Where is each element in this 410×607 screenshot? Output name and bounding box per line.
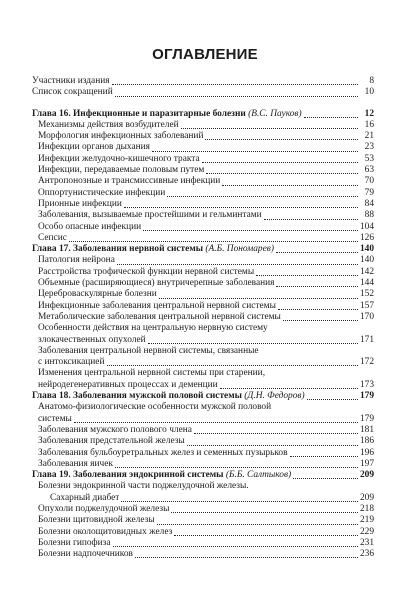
dot-leader — [187, 443, 358, 446]
section-entry[interactable] — [32, 549, 374, 560]
page-number: 10 — [364, 87, 374, 98]
entry-label: Антропонозные и трансмиссивные инфекции — [38, 176, 221, 187]
dot-leader — [220, 386, 358, 389]
section-entry[interactable] — [32, 346, 374, 357]
entry-label: Заболевания мужского полового члена — [38, 424, 192, 435]
dot-leader — [115, 94, 358, 97]
page-number: 218 — [359, 503, 374, 514]
page-number: 21 — [364, 131, 374, 142]
section-entry[interactable] — [32, 142, 374, 153]
entry-label: Инфекции органов дыхания — [38, 142, 150, 153]
entry-label: Опухоли поджелудочной железы — [38, 503, 170, 514]
dot-leader — [264, 217, 358, 220]
toc-entry-front[interactable] — [32, 76, 374, 87]
dot-leader — [107, 363, 358, 366]
section-entry[interactable] — [32, 165, 374, 176]
page-number: 229 — [359, 526, 374, 537]
section-entry[interactable] — [32, 459, 374, 470]
page-number: 231 — [359, 537, 374, 548]
dot-leader — [205, 137, 358, 140]
page-number: 104 — [359, 221, 374, 232]
page-number: 172 — [359, 357, 374, 368]
section-entry[interactable] — [32, 323, 374, 334]
page-number: 219 — [359, 515, 374, 526]
chapter-author: (А.Б. Пономарев) — [205, 244, 274, 255]
page-number: 171 — [359, 334, 374, 345]
dot-leader — [171, 510, 358, 513]
page-number: 142 — [359, 266, 374, 277]
dot-leader — [222, 183, 358, 186]
page-number: 179 — [359, 413, 374, 424]
entry-label: Болезни околощитовидных желез — [38, 526, 173, 537]
page-number: 157 — [359, 300, 374, 311]
entry-label: Заболевания центральной нервной системы, связанные — [38, 345, 259, 356]
dot-leader — [307, 397, 358, 400]
table-of-contents — [32, 76, 374, 560]
entry-label: Изменения центральной нервной системы при старении, — [38, 368, 266, 379]
page-number: 196 — [359, 447, 374, 458]
page-title: ОГЛАВЛЕНИЕ — [152, 46, 258, 63]
page-number: 126 — [359, 232, 374, 243]
section-entry[interactable] — [32, 448, 374, 459]
dot-leader — [117, 262, 358, 265]
page-number: 209 — [359, 492, 374, 503]
entry-label: Глава 18. Заболевания мужской половой системы (Д.Н. Федоров) — [32, 391, 305, 402]
page-number: 170 — [359, 311, 374, 322]
chapter-gap — [32, 99, 374, 109]
dot-leader — [115, 465, 358, 468]
page-number: 12 — [364, 108, 374, 119]
section-entry[interactable] — [32, 425, 374, 436]
entry-label: Заболевания бульбоуретральных желез и семенных пузырьков — [38, 447, 288, 458]
section-group-heading — [32, 481, 374, 492]
section-entry[interactable] — [32, 402, 374, 413]
entry-label: Патология нейрона — [38, 255, 115, 266]
entry-label: Заболевания яичек — [38, 458, 113, 469]
entry-label: Метаболические заболевания центральной нервной системы — [38, 311, 281, 322]
dot-leader — [124, 205, 358, 208]
section-entry[interactable] — [32, 199, 374, 210]
entry-label: Глава 19. Заболевания эндокринной системы (Б.Б. Салтыков) — [32, 470, 292, 481]
entry-label: Объемные (расширяющиеся) внутричерепные заболевания — [38, 278, 275, 289]
entry-label: Морфология инфекционных заболеваний — [38, 131, 204, 142]
page-number: 8 — [369, 76, 374, 86]
page-number: 209 — [359, 470, 374, 481]
section-entry[interactable] — [32, 289, 374, 300]
dot-leader — [157, 522, 358, 525]
entry-label: Болезни эндокринной части поджелудочной железы. — [38, 481, 249, 492]
entry-label: Инфекции, передаваемые половым путем — [38, 165, 205, 176]
entry-label: Болезни щитовидной железы — [38, 515, 155, 526]
dot-leader — [304, 115, 358, 118]
page-number: 84 — [364, 198, 374, 209]
dot-leader — [278, 307, 358, 310]
section-entry[interactable] — [32, 120, 374, 131]
page-number: 197 — [359, 458, 374, 469]
dot-leader — [74, 420, 358, 423]
dot-leader — [159, 296, 358, 299]
chapter-heading[interactable] — [32, 109, 374, 120]
page-number: 16 — [364, 119, 374, 130]
section-entry[interactable] — [32, 504, 374, 515]
entry-label: злокачественных опухолей — [38, 334, 146, 345]
entry-label: Прионные инфекции — [38, 198, 122, 209]
entry-label: Болезни гипофиза — [38, 537, 111, 548]
dot-leader — [167, 194, 358, 197]
section-entry[interactable] — [32, 527, 374, 538]
page-number: 23 — [364, 142, 374, 153]
section-entry-continuation[interactable] — [32, 380, 374, 391]
section-entry[interactable] — [32, 233, 374, 244]
entry-label: Заболевания предстательной железы — [38, 436, 185, 447]
section-entry[interactable] — [32, 131, 374, 142]
chapter-heading[interactable] — [32, 470, 374, 481]
chapter-heading[interactable] — [32, 391, 374, 402]
section-entry[interactable] — [32, 267, 374, 278]
dot-leader — [194, 431, 358, 434]
entry-label: Болезни надпочечников — [38, 549, 133, 560]
page-number: 140 — [359, 244, 374, 255]
entry-label: Участники издания — [32, 76, 110, 86]
section-entry-continuation[interactable] — [32, 357, 374, 368]
dot-leader — [148, 341, 358, 344]
page-number: 152 — [359, 289, 374, 300]
section-entry[interactable] — [32, 515, 374, 526]
entry-label: Сепсис — [38, 232, 67, 243]
dot-leader — [202, 160, 358, 163]
section-entry[interactable] — [32, 312, 374, 323]
section-entry[interactable] — [32, 538, 374, 549]
section-entry[interactable] — [32, 436, 374, 447]
dot-leader — [290, 454, 358, 457]
page-number: 70 — [364, 176, 374, 187]
entry-label: Заболевания, вызываемые простейшими и гельминтами — [38, 210, 262, 221]
entry-label: Инфекционные заболевания центральной нервной системы — [38, 300, 276, 311]
chapter-heading[interactable] — [32, 244, 374, 255]
page-number: 186 — [359, 436, 374, 447]
dot-leader — [276, 284, 357, 287]
page-number: 179 — [359, 391, 374, 402]
section-entry[interactable] — [32, 222, 374, 233]
section-entry[interactable] — [32, 210, 374, 221]
entry-label: Особо опасные инфекции — [38, 221, 142, 232]
entry-label: Глава 17. Заболевания нервной системы (А.Б. Пономарев) — [32, 244, 274, 255]
page-number: 63 — [364, 165, 374, 176]
entry-label: Особенности действия на центральную нервную систему — [38, 323, 268, 334]
section-entry-continuation[interactable] — [32, 335, 374, 346]
section-entry[interactable] — [32, 368, 374, 379]
entry-label: Расстройства трофической функции нервной системы — [38, 266, 255, 277]
entry-label: нейродегенеративных процессах и деменции — [38, 379, 218, 390]
page-number: 173 — [359, 379, 374, 390]
page-number: 53 — [364, 153, 374, 164]
section-entry[interactable] — [32, 278, 374, 289]
page-number: 79 — [364, 187, 374, 198]
chapter-author: (Д.Н. Федоров) — [244, 391, 305, 402]
dot-leader — [143, 228, 358, 231]
entry-label: Список сокращений — [32, 87, 113, 98]
dot-leader — [113, 544, 358, 547]
entry-label: с интоксикацией — [38, 357, 105, 368]
dot-leader — [69, 239, 358, 242]
entry-label: Анатомо-физиологические особенности мужской половой — [38, 402, 272, 413]
dot-leader — [121, 499, 358, 502]
dot-leader — [112, 82, 358, 85]
entry-label: Глава 16. Инфекционные и паразитарные болезни (В.С. Пауков) — [32, 108, 302, 119]
page-number: 181 — [359, 424, 374, 435]
dot-leader — [206, 171, 358, 174]
dot-leader — [181, 126, 358, 129]
dot-leader — [276, 250, 358, 253]
dot-leader — [135, 555, 358, 558]
dot-leader — [152, 149, 358, 152]
section-entry[interactable] — [32, 188, 374, 199]
chapter-author: (Б.Б. Салтыков) — [225, 470, 292, 481]
dot-leader — [283, 318, 358, 321]
section-entry[interactable] — [32, 176, 374, 187]
dot-leader — [256, 273, 358, 276]
page-number: 236 — [359, 549, 374, 560]
section-entry[interactable] — [32, 301, 374, 312]
section-entry[interactable] — [32, 255, 374, 266]
page-number: 88 — [364, 210, 374, 221]
entry-label: Механизмы действия возбудителей — [38, 119, 179, 130]
section-entry[interactable] — [32, 154, 374, 165]
section-entry[interactable] — [32, 493, 374, 504]
entry-label: Цереброваскулярные болезни — [38, 289, 157, 300]
entry-label: Оппортунистические инфекции — [38, 187, 166, 198]
dot-leader — [174, 533, 358, 536]
page-number: 140 — [359, 255, 374, 266]
entry-label: Сахарный диабет — [50, 492, 120, 503]
toc-entry-front[interactable] — [32, 87, 374, 98]
chapter-author: (В.С. Пауков) — [248, 108, 302, 119]
entry-label: системы — [38, 413, 72, 424]
page-number: 144 — [359, 278, 374, 289]
dot-leader — [293, 476, 358, 479]
section-entry-continuation[interactable] — [32, 414, 374, 425]
entry-label: Инфекции желудочно-кишечного тракта — [38, 153, 200, 164]
